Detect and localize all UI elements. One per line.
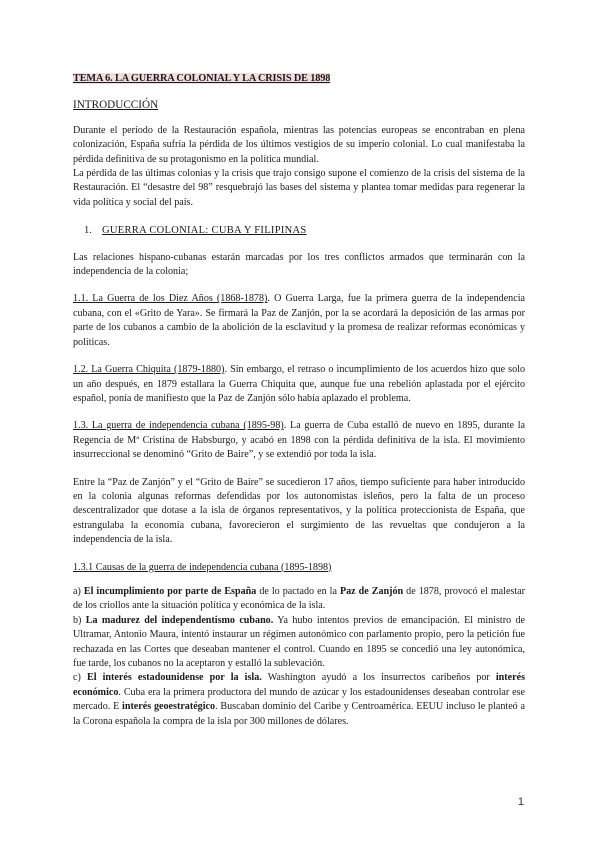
cause-c-mid-2: . Cuba era la primera productora del mundo de azúcar y los estadounidenses deseaban controlar ese mercado. E (73, 686, 525, 713)
cause-a-bold-2: Paz de Zanjón (339, 585, 404, 597)
cause-c-bold: El interés estadounidense por la isla. (86, 672, 262, 684)
cause-c-rest: . Buscaban dominio del Caribe y Centroamérica. EEUU incluso le planteó a la Corona española la compra de la isla por 300 millones de dólares. (73, 701, 526, 727)
cause-b-bold: La madurez del independentismo cubano. (85, 614, 274, 626)
cause-c-bold-3: interés geoestratégico (122, 701, 216, 713)
cause-a (73, 585, 525, 614)
intro-heading: INTRODUCCIÓN (73, 99, 159, 112)
war-1-paragraph (73, 292, 525, 350)
war-1-text: . O Guerra Larga, fue la primera guerra de la independencia cubana, con el «Grito de Yara». Se firmará la Paz de Zanjón, por la se acordará la deposición de las armas por parte de los cubanos a cambio de la abolición de la esclavitud y la promesa de realizar reformas económicas y políticas. (73, 293, 525, 348)
document-page (73, 72, 525, 729)
war-2-text: . Sin embargo, el retraso o incumplimiento de los acuerdos hizo que solo un año después, en 1879 estallara la Guerra Chiquita que, aunque fue una rebelión aplastada por el ejército español, ponía de manifiesto que la Paz de Zanjón sólo había aplazado el problema. (73, 364, 526, 404)
section-1-title: GUERRA COLONIAL: CUBA Y FILIPINAS (102, 225, 307, 237)
cause-b (73, 614, 525, 672)
war-3-title: 1.3. La guerra de independencia cubana (1895-98) (73, 420, 284, 432)
cause-a-mid: de lo pactado en la (256, 585, 340, 597)
between-paragraph: Entre la “Paz de Zanjón” y el “Grito de Baire” se sucedieron 17 años, tiempo suficiente para haber introducido en la colonia algunas reformas defendidas por los autonomistas isleños, pero la falta de un proceso descentralizador que dotase a la isla de órganos representativos, y la política proteccionista de España, que estrangulaba la economía cubana, favorecieron el surgimiento de las revueltas que condujeron a la independencia de la isla. (73, 476, 525, 546)
cause-a-marker: a) (73, 585, 84, 597)
section-1-heading (84, 224, 525, 238)
intro-paragraph-1: Durante el periodo de la Restauración española, mientras las potencias europeas se encontraban en plena colonización, España sufría la pérdida de los últimos vestigios de su imperio colonial. Lo cual manifestaba la pérdida definitiva de su protagonismo en la política mundial. (73, 124, 525, 165)
cause-c (73, 671, 525, 729)
war-1-title: 1.1. La Guerra de los Diez Años (1868-1878) (73, 293, 268, 305)
cause-b-rest: Ya hubo intentos previos de emancipación. El ministro de Ultramar, Antonio Maura, intentó instaurar un régimen autonómico con parlamento propio, pero la petición fue rechazada en las Cortes que deseaban mantener el control. Cuando en 1895 se concedió una ley autonómica, fue tarde, los cubanos no la aceptaron y estalló la sublevación. (73, 614, 526, 669)
war-2-title: 1.2. La Guerra Chiquita (1879-1880) (73, 364, 225, 376)
cause-b-marker: b) (73, 614, 86, 626)
cause-c-mid: Washington ayudó a los insurrectos caribeños por (261, 672, 496, 684)
war-3-paragraph (73, 419, 525, 462)
section-1-lead: Las relaciones hispano-cubanas estarán marcadas por los tres conflictos armados que terminarán con la independencia de la colonia; (73, 251, 525, 278)
causes-heading: 1.3.1 Causas de la guerra de independencia cubana (1895-1898) (73, 561, 332, 573)
intro-paragraph-2: La pérdida de las últimas colonias y la crisis que trajo consigo supone el comienzo de la crisis del sistema de la Restauración. El “desastre del 98” resquebrajó las bases del sistema y plantea tomar medidas para regenerar la vida política y social del país. (73, 168, 525, 208)
war-3-text: . La guerra de Cuba estalló de nuevo en 1895, durante la Regencia de Mª Cristina de Habsburgo, y acabó en 1898 con la pérdida definitiva de la isla. El movimiento insurreccional se denominó “Grito de Baire”, y se extendió por toda la isla. (73, 420, 525, 461)
document-title-text: TEMA 6. LA GUERRA COLONIAL Y LA CRISIS DE 1898 (73, 73, 331, 84)
section-1-number: 1. (84, 225, 92, 237)
war-2-paragraph (73, 363, 525, 406)
cause-a-rest: de 1878, provocó el malestar de los criollos ante la situación política y económica de la isla. (73, 585, 526, 612)
cause-c-marker: c) (73, 672, 87, 684)
cause-c-bold-2: interés económico (73, 672, 525, 698)
page-number: 1 (517, 796, 524, 808)
cause-a-bold: El incumplimiento por parte de España (83, 585, 257, 597)
document-title (73, 72, 525, 86)
